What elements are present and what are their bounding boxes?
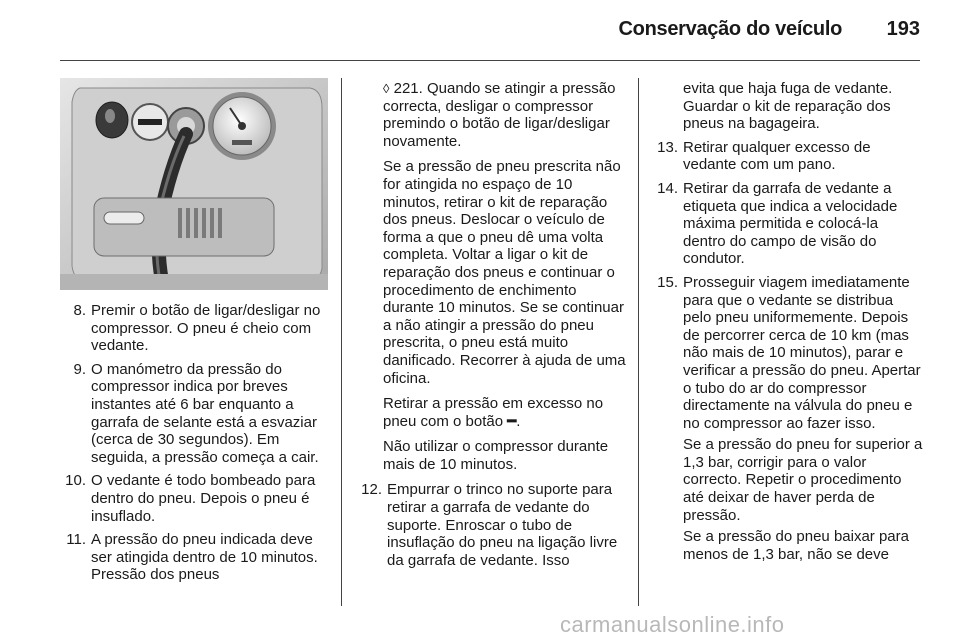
list-item-number: 13. xyxy=(657,138,678,156)
list-item-body xyxy=(683,274,924,564)
list-item-number: 10. xyxy=(65,472,86,490)
page-header-title: Conservação do veículo xyxy=(618,18,842,40)
paragraph: Se a pressão de pneu prescrita não for atingida no espaço de 10 minutos, retirar o kit de reparação dos pneus. Deslocar o veículo de forma a que o pneu dê uma volta completa. Voltar a ligar o kit de reparação dos pneus e continuar o procedimento de enchimento durante 10 minutos. Se se continuar a não atingir a pressão do pneu prescrita, o pneu está muito danificado. Recorrer à ajuda de uma oficina. xyxy=(383,158,626,387)
sub-paragraph: Se a pressão do pneu for superior a 1,3 bar, corrigir para o valor correcto. Repetir o procedimento até deixar de haver perda de pressão. xyxy=(683,436,923,524)
sub-paragraph: Se a pressão do pneu baixar para menos de 1,3 bar, não se deve xyxy=(683,528,909,563)
paragraph xyxy=(356,80,626,150)
list-item xyxy=(652,180,924,268)
minus-button-icon: ━ xyxy=(507,412,517,430)
list-item xyxy=(60,302,332,355)
page-number: 193 xyxy=(886,18,920,40)
column-1 xyxy=(60,302,332,590)
paragraph-text: 221. Quando se atingir a pressão correcta, desligar o compressor premindo o botão de ligar/desligar novamente. xyxy=(383,80,616,150)
list-item-text: Retirar da garrafa de vedante a etiqueta que indica a velocidade máxima permitida e colocá-la dentro do campo de visão do condutor. xyxy=(683,179,898,268)
list-item-number: 15. xyxy=(657,273,678,291)
list-item-number: 11. xyxy=(66,531,86,549)
compressor-kit-icon xyxy=(60,78,328,290)
list-item xyxy=(60,361,332,467)
list-item-text: O manómetro da pressão do compressor indica por breves instantes até 6 bar enquanto a garrafa de selante está a esvaziar (cerca de 30 segundos). Em seguida, a pressão começa a cair. xyxy=(91,360,319,466)
paragraph xyxy=(356,395,626,430)
paragraph: Não utilizar o compressor durante mais de 10 minutos. xyxy=(383,438,609,473)
reference-arrow-icon: ◊ xyxy=(383,81,390,96)
paragraph-end: . xyxy=(516,412,521,430)
list-item xyxy=(356,481,626,569)
list-item-text: Premir o botão de ligar/desligar no compressor. O pneu é cheio com vedante. xyxy=(91,302,321,355)
paragraph-text: Retirar a pressão em excesso no pneu com o botão xyxy=(383,395,604,430)
list-item-number: 12. xyxy=(361,481,382,499)
column-3 xyxy=(652,80,924,569)
list-item-number: 8. xyxy=(73,302,86,319)
list-item xyxy=(60,472,332,525)
list-item-text: Prosseguir viagem imediatamente para que o vedante se distribua pelo pneu uniformemente. Depois de percorrer cerca de 10 km (mas não mais de 10 minutos), parar e verificar a pressão do pneu. Apertar o tubo do ar do compressor directamente na válvula do pneu e no compressor ao fazer isso. xyxy=(683,273,921,432)
list-item xyxy=(652,274,924,564)
list-item-number: 9. xyxy=(73,360,86,378)
list-item-text: Empurrar o trinco no suporte para retirar a garrafa de vedante do suporte. Enroscar o tubo de insuflação do pneu na ligação livre da garrafa de vedante. Isso xyxy=(387,481,618,569)
list-item xyxy=(652,139,924,174)
column-2 xyxy=(356,80,626,575)
header-rule xyxy=(60,60,920,61)
watermark: carmanualsonline.info xyxy=(560,612,785,637)
list-item-number: 14. xyxy=(657,179,678,197)
list-item-text: O vedante é todo bombeado para dentro do pneu. Depois o pneu é insuflado. xyxy=(91,472,316,525)
paragraph: evita que haja fuga de vedante. Guardar o kit de reparação dos pneus na bagageira. xyxy=(683,80,893,133)
column-divider xyxy=(341,78,342,606)
compressor-kit-illustration xyxy=(60,78,328,290)
column-divider xyxy=(638,78,639,606)
list-item-text: Retirar qualquer excesso de vedante com um pano. xyxy=(683,138,871,174)
list-item xyxy=(60,531,332,584)
list-item-text: A pressão do pneu indicada deve ser atingida dentro de 10 minutos. Pressão dos pneus xyxy=(91,531,318,584)
